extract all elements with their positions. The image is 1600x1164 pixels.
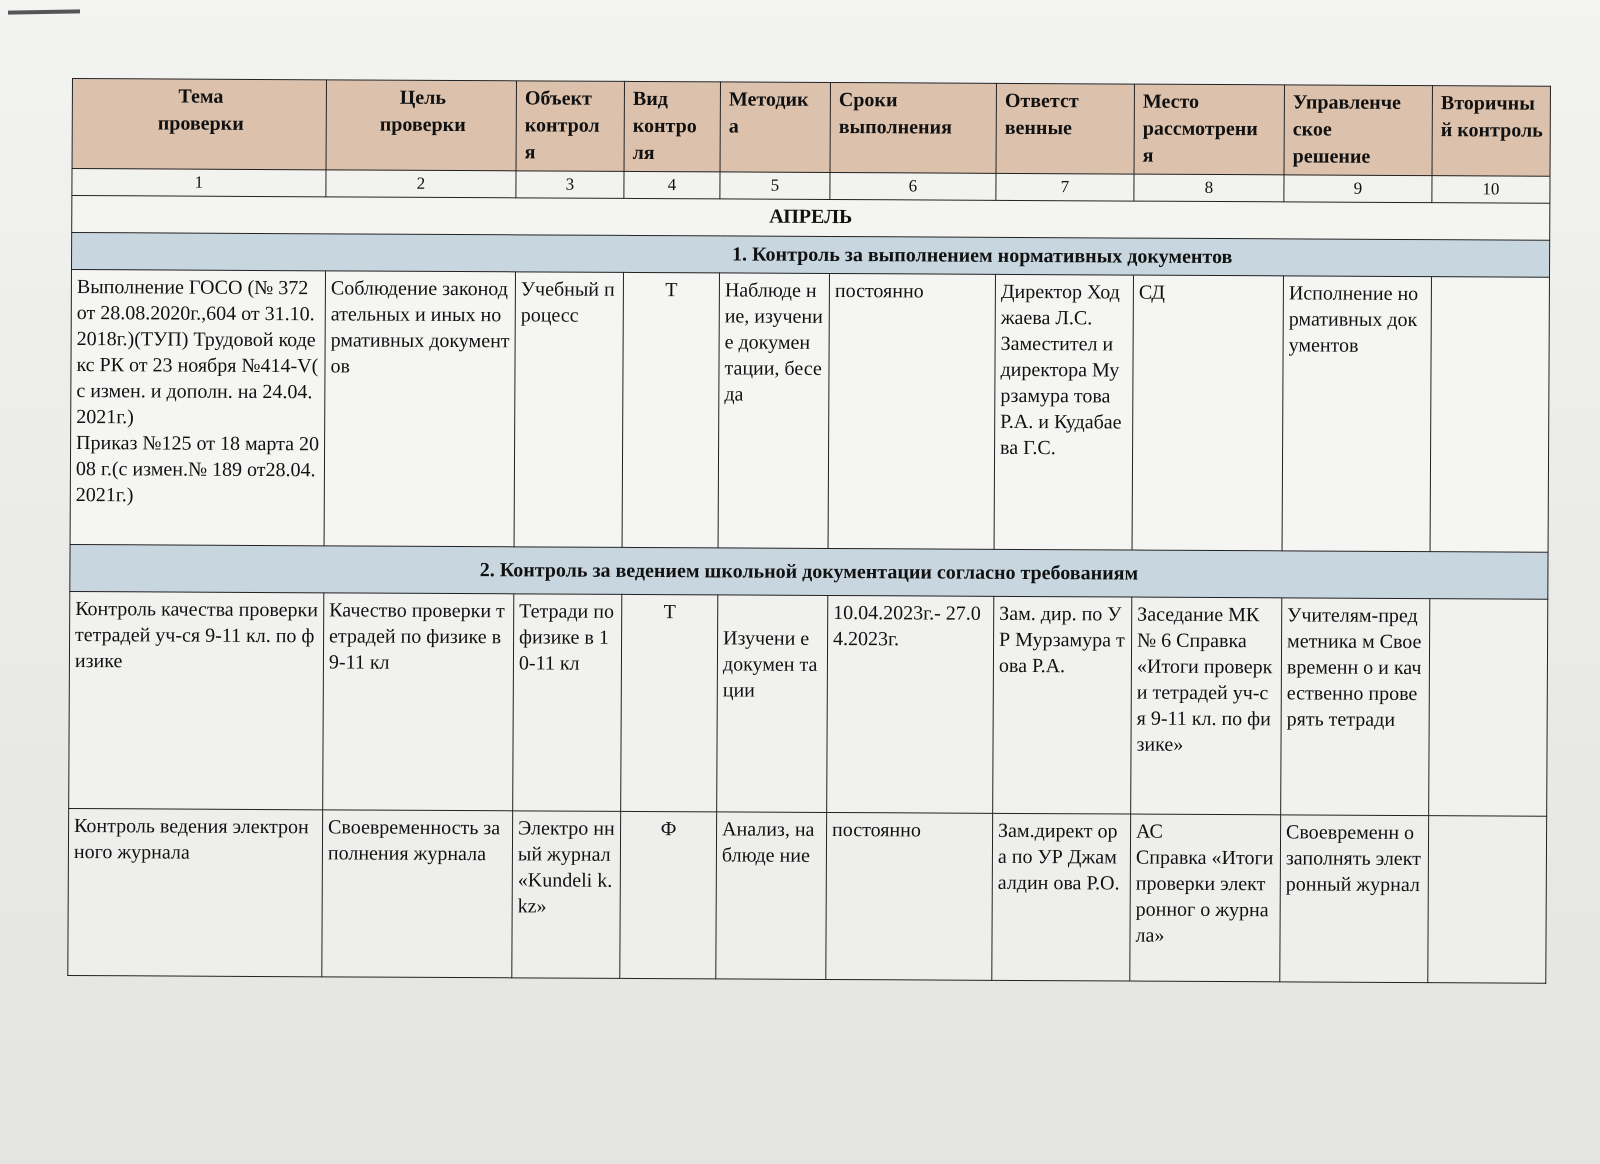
cell-method: Анализ, наблюде ние xyxy=(716,812,827,980)
cell-topic: Выполнение ГОСО (№ 372 от 28.08.2020г.,604 от 31.10.2018г.)(ТУП) Трудовой кодекс РК от 23 ноября №414-V( с измен. и дополн. на 24.04.2021г.) Приказ №125 от 18 марта 2008 г.(с измен.№ 189 от28.04.2021г.) xyxy=(70,270,325,546)
table-row xyxy=(68,808,1547,983)
section-row xyxy=(70,544,1548,599)
column-number: 6 xyxy=(830,172,996,200)
column-number: 8 xyxy=(1134,174,1284,202)
cell-decision: Своевременн о заполнять электронный журнал xyxy=(1280,815,1429,983)
cell-responsible: Зам.директ ора по УР Джамалдин ова Р.О. xyxy=(992,813,1131,981)
cell-object: Электро нный журнал «Kundeli k.kz» xyxy=(512,811,621,979)
cell-object: Учебный процесс xyxy=(514,272,623,548)
corner-mark xyxy=(8,9,80,14)
cell-place: АС Справка «Итоги проверки электронног о журнала» xyxy=(1130,814,1281,982)
cell-type: Ф xyxy=(620,811,717,979)
header-type: Вид контро ля xyxy=(624,81,720,172)
column-number: 5 xyxy=(720,172,830,200)
section-title: 1. Контроль за выполнением нормативных документов xyxy=(71,233,1549,278)
cell-method: Изучени е докумен тации xyxy=(717,595,828,813)
section-title: 2. Контроль за ведением школьной документации согласно требованиям xyxy=(70,544,1548,599)
header-deadline: Сроки выполнения xyxy=(830,82,996,173)
cell-responsible: Зам. дир. по УР Мурзамура това Р.А. xyxy=(993,596,1132,814)
cell-place: Заседание МК № 6 Справка «Итоги проверки тетрадей уч-ся 9-11 кл. по физике» xyxy=(1131,597,1282,815)
column-number: 4 xyxy=(624,171,720,199)
cell-decision: Исполнение нормативных документов xyxy=(1282,276,1431,552)
cell-type: Т xyxy=(621,594,718,811)
header-secondary: Вторичны й контроль xyxy=(1432,86,1550,177)
cell-secondary xyxy=(1430,277,1549,553)
cell-goal: Качество проверки тетрадей по физике в 9-11 кл xyxy=(323,593,514,811)
header-object: Объект контрол я xyxy=(516,81,624,172)
control-plan-table xyxy=(67,78,1551,984)
header-goal: Цель проверки xyxy=(326,80,516,171)
cell-decision: Учителям-предметника м Своевременн о и качественно проверять тетради xyxy=(1281,598,1430,816)
cell-goal: Соблюдение законодательных и иных нормативных документов xyxy=(324,271,515,547)
table-row xyxy=(69,591,1548,816)
cell-deadline: 10.04.2023г.- 27.04.2023г. xyxy=(827,595,994,813)
cell-secondary xyxy=(1429,599,1548,817)
column-number: 2 xyxy=(326,170,516,198)
header-decision: Управленче ское решение xyxy=(1284,85,1432,176)
cell-method: Наблюде ние, изучение докумен тации, беседа xyxy=(718,273,829,549)
cell-topic: Контроль качества проверки тетрадей уч-ся 9-11 кл. по физике xyxy=(69,591,324,809)
cell-deadline: постоянно xyxy=(828,273,995,549)
column-number: 10 xyxy=(1432,176,1550,204)
header-responsible: Ответст венные xyxy=(996,83,1134,174)
document-sheet xyxy=(67,78,1550,984)
cell-place: СД xyxy=(1132,275,1283,551)
header-place: Место рассмотрени я xyxy=(1134,84,1284,175)
header-topic: Тема проверки xyxy=(72,79,326,170)
cell-secondary xyxy=(1428,816,1547,984)
column-number: 3 xyxy=(516,171,624,199)
table-row xyxy=(70,270,1549,553)
cell-topic: Контроль ведения электронного журнала xyxy=(68,808,323,976)
month-label: АПРЕЛЬ xyxy=(72,196,1550,241)
cell-responsible: Директор Ходжаева Л.С. Заместител и директора Мурзамура това Р.А. и Кудабаева Г.С. xyxy=(994,274,1133,550)
cell-type: Т xyxy=(622,272,719,547)
cell-goal: Своевременность заполнения журнала xyxy=(322,810,513,978)
cell-object: Тетради по физике в 10-11 кл xyxy=(513,594,622,812)
column-number: 1 xyxy=(72,169,326,197)
column-number: 7 xyxy=(996,173,1134,201)
header-method: Методик а xyxy=(720,82,830,173)
column-number: 9 xyxy=(1284,175,1432,203)
header-row xyxy=(72,79,1550,177)
cell-deadline: постоянно xyxy=(826,812,993,980)
